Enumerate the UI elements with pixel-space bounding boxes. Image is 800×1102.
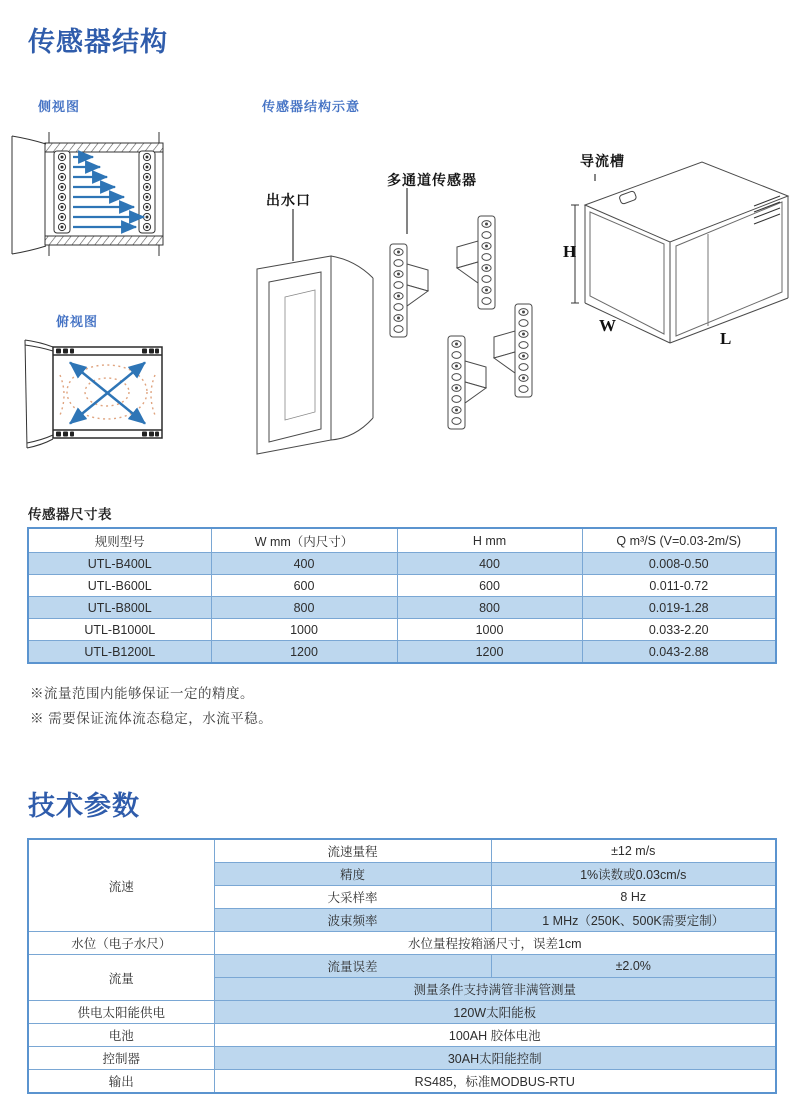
inlet-bellmouth: [25, 340, 53, 448]
multichannel-label: 多通道传感器: [387, 172, 477, 188]
table-cell: 800: [211, 597, 397, 619]
dimension-table-caption: 传感器尺寸表: [28, 507, 112, 522]
table-cell: 0.008-0.50: [582, 553, 776, 575]
width-dimension-label: W: [599, 316, 616, 335]
table-cell: 0.033-2.20: [582, 619, 776, 641]
table-cell: 控制器: [28, 1047, 214, 1070]
table-cell: UTL-B800L: [28, 597, 211, 619]
sensor-array-left: [54, 151, 70, 233]
table-row: [28, 839, 776, 863]
table-row: [28, 1024, 776, 1047]
table-cell: UTL-B1200L: [28, 641, 211, 664]
schematic-label: 传感器结构示意: [262, 99, 361, 114]
table-cell: 100AH 胶体电池: [214, 1024, 776, 1047]
table-cell: 精度: [214, 863, 491, 886]
table-cell: 0.043-2.88: [582, 641, 776, 664]
table-cell: 1%读数或0.03cm/s: [491, 863, 776, 886]
column-header: H mm: [397, 528, 582, 553]
multichannel-sensor-drawing: [377, 186, 553, 460]
table-row: [28, 932, 776, 955]
table-cell: UTL-B1000L: [28, 619, 211, 641]
table-row: [28, 1047, 776, 1070]
table-cell: 400: [397, 553, 582, 575]
table-cell: 8 Hz: [491, 886, 776, 909]
table-cell: 流量: [28, 955, 214, 1001]
sensor-strip: [448, 336, 486, 429]
table-cell: 水位（电子水尺）: [28, 932, 214, 955]
outlet-label: 出水口: [266, 192, 311, 208]
table-cell: 输出: [28, 1070, 214, 1094]
table-cell: 600: [211, 575, 397, 597]
table-row: [28, 955, 776, 978]
table-cell: UTL-B400L: [28, 553, 211, 575]
table-cell: 测量条件支持满管非满管测量: [214, 978, 776, 1001]
table-row: [28, 1001, 776, 1024]
table-cell: 30AH太阳能控制: [214, 1047, 776, 1070]
sensor-dimension-table: [27, 527, 777, 664]
cross-beam-arrows: [70, 363, 145, 424]
table-cell: 流速: [28, 839, 214, 932]
table-cell: RS485，标准MODBUS-RTU: [214, 1070, 776, 1094]
inlet-bellmouth: [12, 136, 46, 254]
sensor-strip: [494, 304, 532, 397]
top-view-label: 俯视图: [56, 314, 99, 329]
table-row: [28, 597, 776, 619]
table-cell: 1 MHz（250K、500K需要定制）: [491, 909, 776, 932]
table-cell: 1000: [211, 619, 397, 641]
table-cell: 1200: [211, 641, 397, 664]
table-cell: 800: [397, 597, 582, 619]
table-cell: 0.019-1.28: [582, 597, 776, 619]
sensor-array-right: [139, 151, 155, 233]
height-dimension-line: [571, 205, 579, 303]
section-title-tech-params: 技术参数: [28, 791, 140, 821]
table-header-row: [28, 528, 776, 553]
table-cell: ±2.0%: [491, 955, 776, 978]
length-dimension-label: L: [720, 329, 732, 348]
table-row: [28, 1070, 776, 1094]
outlet-duct-drawing: [243, 203, 393, 465]
table-cell: 120W太阳能板: [214, 1001, 776, 1024]
table-cell: ±12 m/s: [491, 839, 776, 863]
column-header: W mm（内尺寸）: [211, 528, 397, 553]
box-outline: [585, 162, 788, 343]
column-header: Q m³/S (V=0.03-2m/S): [582, 528, 776, 553]
note-line: ※流量范围内能够保证一定的精度。: [30, 686, 254, 701]
velocity-profile-arrows: [73, 157, 144, 227]
table-cell: UTL-B600L: [28, 575, 211, 597]
guide-channel-label: 导流槽: [580, 153, 625, 169]
table-cell: 1200: [397, 641, 582, 664]
top-view-diagram: [8, 330, 190, 462]
table-cell: 大采样率: [214, 886, 491, 909]
side-view-label: 侧视图: [38, 99, 81, 114]
table-cell: 流速量程: [214, 839, 491, 863]
side-view-diagram: [0, 122, 190, 274]
table-cell: 流量误差: [214, 955, 491, 978]
table-row: [28, 641, 776, 664]
note-line: ※ 需要保证流体流态稳定，水流平稳。: [30, 711, 273, 726]
table-row: [28, 619, 776, 641]
guide-channel-box-drawing: [556, 148, 800, 370]
table-cell: 1000: [397, 619, 582, 641]
table-cell: 400: [211, 553, 397, 575]
table-cell: 电池: [28, 1024, 214, 1047]
column-header: 规则型号: [28, 528, 211, 553]
table-cell: 供电太阳能供电: [28, 1001, 214, 1024]
sensor-strip: [457, 216, 495, 309]
height-dimension-label: H: [563, 242, 577, 261]
table-cell: 600: [397, 575, 582, 597]
section-title-sensor-structure: 传感器结构: [28, 27, 168, 57]
tech-params-table: [27, 838, 777, 1094]
table-cell: 波束频率: [214, 909, 491, 932]
table-cell: 水位量程按箱涵尺寸，误差1cm: [214, 932, 776, 955]
table-row: [28, 553, 776, 575]
top-handle: [619, 191, 637, 205]
sensor-strip: [390, 244, 428, 337]
table-cell: 0.011-0.72: [582, 575, 776, 597]
table-row: [28, 575, 776, 597]
